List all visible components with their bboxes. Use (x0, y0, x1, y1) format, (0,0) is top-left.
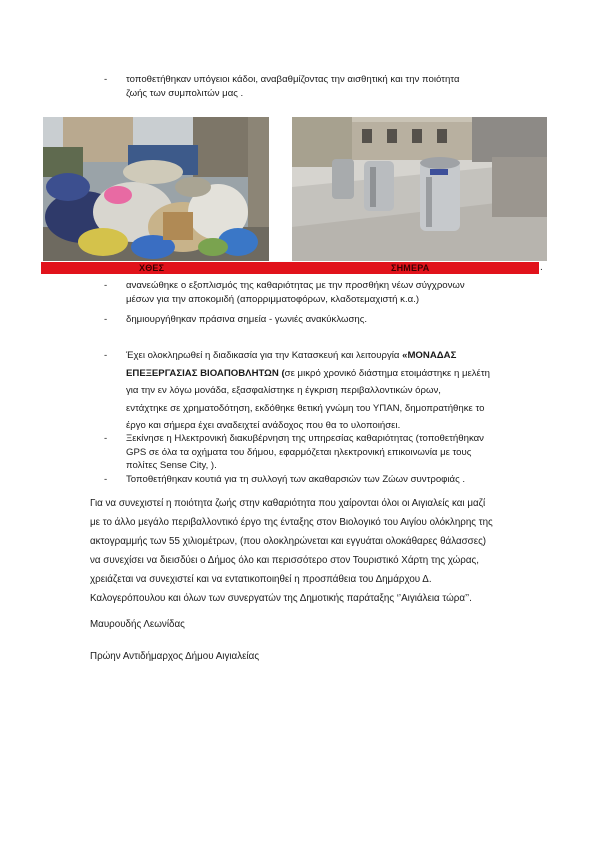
bullet-text: Ξεκίνησε η Ηλεκτρονική διακυβέρνηση της υπηρεσίας καθαριότητας (τοποθετήθηκαν (126, 433, 484, 444)
trailing-dot: . (540, 262, 543, 273)
bullet-text: ζωής των συμπολιτών μας . (126, 88, 244, 99)
closing-paragraph (90, 494, 555, 608)
photo-underground-bins-after (292, 117, 547, 261)
bullet-text-part: σε μικρό χρονικό διάστημα ετοιμάστηκε η μελέτη (284, 367, 490, 379)
bullet-text-part: Έχει ολοκληρωθεί η διαδικασία για την Κατασκευή και λειτουργία (126, 350, 403, 361)
bullet-text (126, 347, 544, 365)
bullet-dash: - (104, 314, 108, 325)
bullet-dash: - (104, 474, 108, 485)
bullet-underground-bins (104, 73, 544, 101)
bullet-recycling (104, 313, 544, 327)
bullet-text (126, 365, 544, 383)
bullet-dash: - (104, 280, 108, 291)
bullet-text: Τοποθετήθηκαν κουτιά για τη συλλογή των ακαθαρσιών των Ζώων συντροφιάς . (126, 474, 466, 485)
signature-name: Μαυρουδής Λεωνίδας (90, 619, 185, 630)
caption-after: ΣΗΜΕΡΑ (391, 263, 430, 273)
paragraph-line: με το άλλο μεγάλο περιβαλλοντικό έργο της ένταξης στον Βιολογικό του Αιγίου ολόκληρης της (90, 517, 493, 528)
bullet-text: τοποθετήθηκαν υπόγειοι κάδοι, αναβαθμίζοντας την αισθητική και την ποιότητα (126, 74, 460, 85)
caption-before: ΧΘΕΣ (139, 263, 165, 273)
paragraph-line: Καλογερόπουλου και όλων των συνεργατών της Δημοτικής παράταξης ‘’Αιγιάλεια τώρα’’. (90, 593, 472, 604)
photo-garbage-before (43, 117, 269, 261)
bullet-text: μέσων για την αποκομιδή (απορριμματοφόρων, κλαδοτεμαχιστή κ.α.) (126, 294, 420, 305)
paragraph-line: χρειάζεται να συνεχιστεί και να εντατικοποιηθεί η προσπάθεια του Δημάρχου Δ. (90, 574, 432, 585)
bullet-dash: - (104, 350, 108, 361)
bullet-bold-text: ΕΠΕΞΕΡΓΑΣΙΑΣ ΒΙΟΑΠΟΒΛΗΤΩΝ ( (126, 367, 285, 379)
signature-title: Πρώην Αντιδήμαρχος Δήμου Αιγιαλείας (90, 651, 260, 662)
bullet-text: GPS σε όλα τα οχήματα του δήμου, εφαρμόζεται ηλεκτρονική επικοινωνία με τους (126, 446, 472, 458)
bullet-text: δημιουργήθηκαν πράσινα σημεία - γωνιές ανακύκλωσης. (126, 314, 368, 325)
paragraph-line: να συνεχίσει να διεισδύει ο Δήμος όλο και περισσότερο στον Τουριστικό Χάρτη της χώρας, (90, 555, 479, 566)
paragraph-line: ακτογραμμής των 55 χιλιομέτρων, (που ολοκληρώνεται και εγγυάται ολοκάθαρες θάλασσες) (90, 536, 487, 547)
bullet-equipment (104, 279, 544, 307)
photo-caption-bar (41, 262, 539, 274)
bullet-dash: - (104, 74, 108, 85)
bullet-text: πολίτες Sense City, ). (126, 460, 217, 471)
bullet-dash: - (104, 433, 108, 444)
bullet-text: εντάχτηκε σε χρηματοδότηση, εκδόθηκε θετική γνώμη του ΥΠΑΝ, δημοπρατήθηκε το (126, 402, 485, 414)
bullet-biowaste-unit (104, 347, 544, 435)
bullet-text: ανανεώθηκε ο εξοπλισμός της καθαριότητας με την προσθήκη νέων σύγχρονων (126, 280, 465, 291)
bullet-e-governance (104, 432, 544, 473)
paragraph-line: Για να συνεχιστεί η ποιότητα ζωής στην καθαριότητα που χαίρονται όλοι οι Αιγιαλείς και μαζί (90, 498, 486, 509)
bullet-bold-text: «ΜΟΝΑΔΑΣ (402, 350, 457, 361)
bullet-text: έργο και σήμερα έχει αναδειχτεί ανάδοχος που θα το υλοποιήσει. (126, 420, 401, 431)
bullet-pet-waste (104, 473, 544, 487)
bullet-text: για την εν λόγω μονάδα, εξασφαλίστηκε η έγκριση περιβαλλοντικών όρων, (126, 385, 441, 396)
